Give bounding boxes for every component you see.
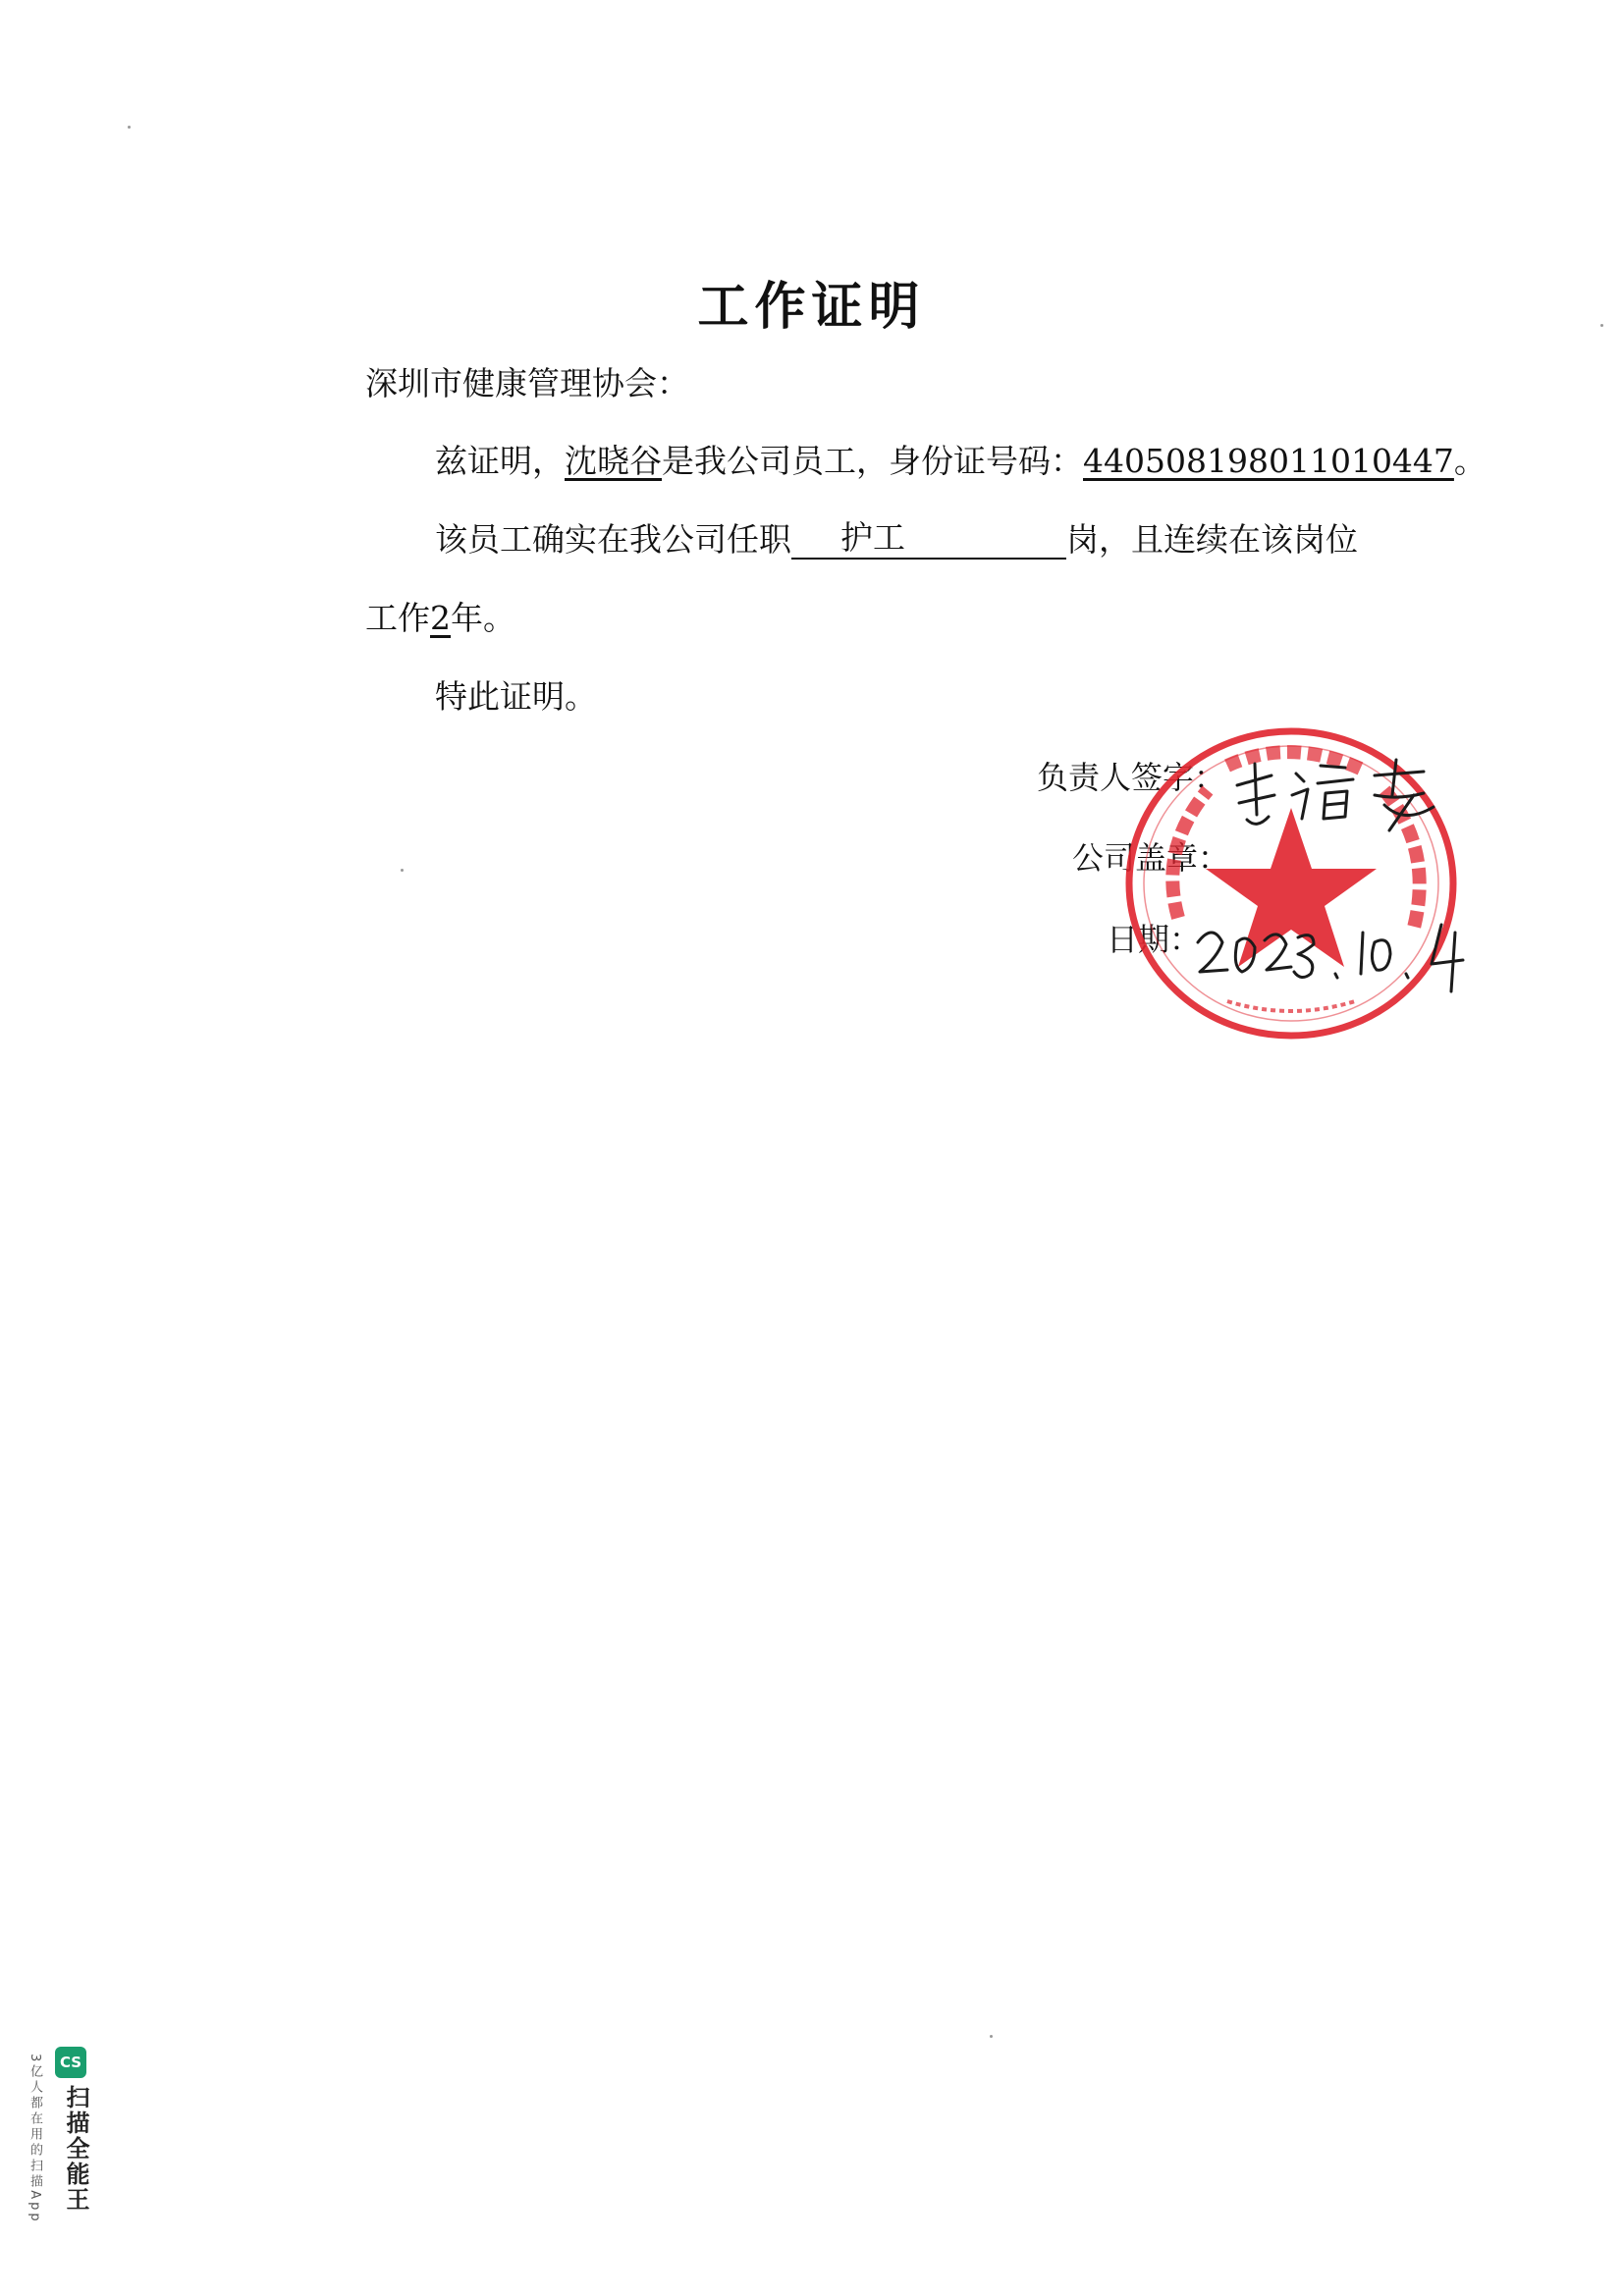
para2b-suffix: 年。 (451, 599, 515, 637)
position-field: 护工 (791, 518, 1066, 560)
closing-statement: 特此证明。 (435, 677, 597, 716)
page-title: 工作证明 (697, 278, 926, 337)
para2-suffix: 岗，且连续在该岗位 (1066, 520, 1358, 559)
scan-speck (128, 126, 131, 129)
seal-label: 公司盖章： (1072, 839, 1230, 877)
scan-speck (401, 869, 404, 872)
para1-prefix: 兹证明， (435, 442, 565, 480)
addressee: 深圳市健康管理协会： (365, 364, 689, 402)
para1-suffix: 。 (1453, 442, 1487, 480)
signature-label: 负责人签字： (1037, 759, 1226, 796)
para2-prefix: 该员工确实在我公司任职 (435, 520, 791, 559)
scanner-app-name: 扫描全能王 (62, 2085, 89, 2213)
paragraph-employee-id (435, 442, 1487, 481)
employee-name: 沈晓谷 (565, 442, 662, 480)
signature-handwriting (1227, 746, 1463, 834)
date-handwriting (1188, 913, 1483, 1001)
scanner-app-slogan: 3亿人都在用的扫描App (27, 2054, 42, 2224)
date-label: 日期： (1107, 921, 1202, 958)
scan-speck (990, 2035, 993, 2038)
years-value: 2 (430, 599, 451, 637)
paragraph-position (435, 518, 1358, 560)
scanner-app-logo: CS (55, 2047, 86, 2078)
scan-speck (1600, 324, 1603, 327)
paragraph-years (365, 599, 515, 638)
id-number: 440508198011010447 (1083, 442, 1454, 480)
para1-middle: 是我公司员工，身份证号码： (662, 442, 1083, 480)
para2b-prefix: 工作 (365, 599, 430, 637)
